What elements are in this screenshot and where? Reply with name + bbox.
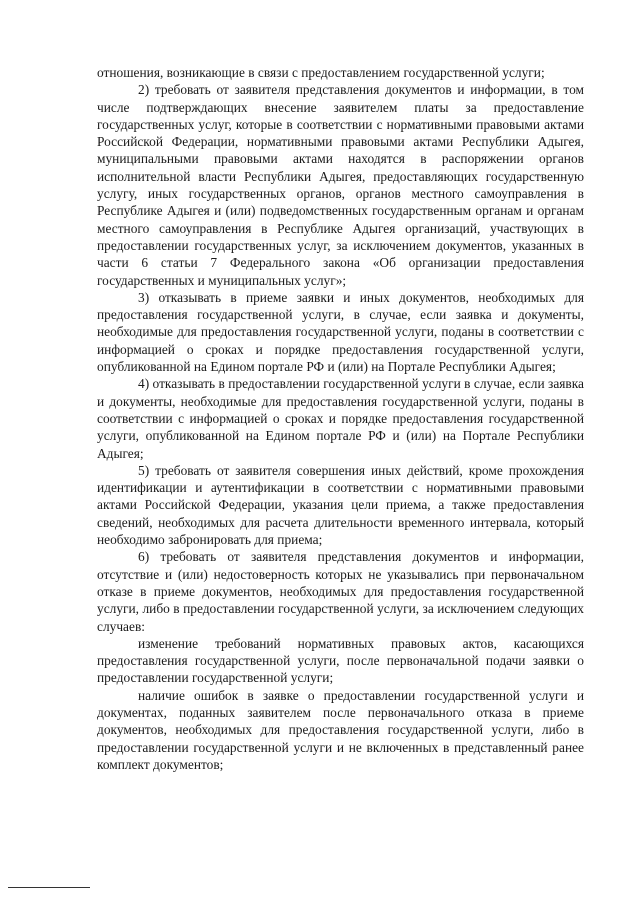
paragraph-exception-2: наличие ошибок в заявке о предоставлении государственной услуги и документах, поданных заявителем после первоначального отказа в приеме документов, необходимых для предоставления государственной услуги, либо в предоставлении государственной услуги и не включенных в представленный ранее комплект документов; <box>97 687 584 772</box>
paragraph-exception-1: изменение требований нормативных правовых актов, касающихся предоставления государственной услуги, после первоначальной подачи заявки о предоставлении государственной услуги; <box>97 635 584 686</box>
paragraph-continuation: отношения, возникающие в связи с предоставлением государственной услуги; <box>97 65 545 80</box>
paragraph-item-5: 5) требовать от заявителя совершения иных действий, кроме прохождения идентификации и аутентификации в соответствии с нормативными правовыми актами Российской Федерации, указания цели приема, а также предоставления сведений, необходимых для расчета длительности временного интервала, который необходимо забронировать для приема; <box>97 462 584 548</box>
body-text <box>97 64 584 773</box>
paragraph-item-4: 4) отказывать в предоставлении государственной услуги в случае, если заявка и документы, необходимые для предоставления государственной услуги, поданы в соответствии с информацией о сроках и порядке предоставления государственной услуги, опубликованной на Едином портале РФ и (или) на Портале Республики Адыгея; <box>97 376 584 461</box>
paragraph-item-3: 3) отказывать в приеме заявки и иных документов, необходимых для предоставления государственной услуги, в случае, если заявка и документы, необходимые для предоставления государственной услуги, поданы в соответствии с информацией о сроках и порядке предоставления государственной услуги, опубликованной на Едином портале РФ и (или) на Портале Республики Адыгея; <box>97 289 584 375</box>
footnote-separator-line <box>8 887 90 888</box>
paragraph-item-2: 2) требовать от заявителя представления документов и информации, в том числе подтверждающих внесение заявителем платы за предоставление государственных услуг, которые в соответствии с нормативными правовыми актами Российской Федерации, нормативными правовыми актами Республики Адыгея, муниципальными правовыми актами находятся в распоряжении органов исполнительной власти Республики Адыгея, предоставляющих государственную услугу, иных государственных органов, органов местного самоуправления в Республике Адыгея и (или) подведомственных государственным органам и органам местного самоуправления в Республике Адыгея организаций, участвующих в предоставлении государственных услуг, за исключением документов, указанных в части 6 статьи 7 Федерального закона «Об организации предоставления государственных и муниципальных услуг»; <box>97 82 584 288</box>
paragraph-item-6: 6) требовать от заявителя представления документов и информации, отсутствие и (или) недостоверность которых не указывались при первоначальном отказе в приеме документов, необходимых для предоставления государственной услуги, либо в предоставлении государственной услуги, за исключением следующих случаев: <box>97 549 584 634</box>
